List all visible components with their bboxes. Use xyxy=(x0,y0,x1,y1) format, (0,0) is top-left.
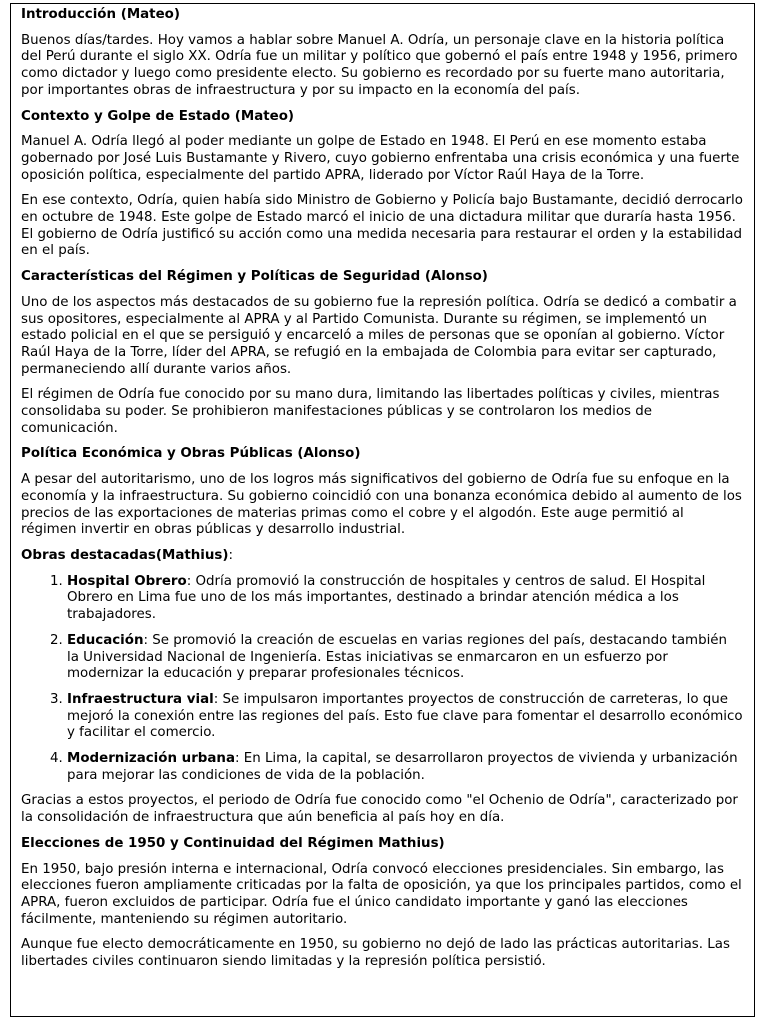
paragraph-contexto-1: Manuel A. Odría llegó al poder mediante un golpe de Estado en 1948. El Perú en ese momento estaba gobernado por José Luis Bustamante y Rivero, cuyo gobierno enfrentaba una crisis económica y una fuerte oposición política, especialmente del partido APRA, liderado por Víctor Raúl Haya de la Torre. xyxy=(21,134,740,183)
heading-regimen: Características del Régimen y Políticas de Seguridad (Alonso) xyxy=(21,269,488,285)
document-page xyxy=(10,3,755,1017)
list-item-title: Modernización urbana xyxy=(67,751,235,767)
list-item-text: : Se impulsaron importantes proyectos de construcción de carreteras, lo que mejoró la conexión entre las regiones del país. Esto fue clave para fomentar el desarrollo económico y facilitar el comercio. xyxy=(67,691,743,741)
paragraph-obras-cierre: Gracias a estos proyectos, el periodo de Odría fue conocido como "el Ochenio de Odría", caracterizado por la consolidación de infraestructura que aún beneficia al país hoy en día. xyxy=(21,793,738,826)
paragraph-regimen-1: Uno de los aspectos más destacados de su gobierno fue la represión política. Odría se dedicó a combatir a sus opositores, especialmente al APRA y al Partido Comunista. Durante su régimen, se implementó un estado policial en el que se persiguió y encarceló a miles de personas que se oponían al gobierno. Víctor Raúl Haya de la Torre, líder del APRA, se refugió en la embajada de Colombia para evitar ser capturado, permaneciendo allí durante varios años. xyxy=(21,294,737,377)
heading-obras xyxy=(21,548,743,565)
heading-obras-colon: : xyxy=(228,547,234,563)
list-item-title: Infraestructura vial xyxy=(67,691,214,707)
paragraph-regimen-2: El régimen de Odría fue conocido por su mano dura, limitando las libertades políticas y civiles, mientras consolidaba su poder. Se prohibieron manifestaciones públicas y se controlaron los medios de comunicación. xyxy=(21,387,720,436)
paragraph-elecciones-1: En 1950, bajo presión interna e internacional, Odría convocó elecciones presidenciales. Sin embargo, las elecciones fueron ampliamente criticadas por la falta de oposición, ya que los principales partidos, como el APRA, fueron excluidos de participar. Odría fue el único candidato importante y ganó las elecciones fácilmente, manteniendo su régimen autoritario. xyxy=(21,861,742,927)
list-item-text: : En Lima, la capital, se desarrollaron proyectos de vivienda y urbanización para mejorar las condiciones de vida de la población. xyxy=(67,751,738,783)
obras-list xyxy=(21,574,743,785)
paragraph-elecciones-2: Aunque fue electo democráticamente en 1950, su gobierno no dejó de lado las prácticas autoritarias. Las libertades civiles continuaron siendo limitadas y la represión política persistió. xyxy=(21,937,730,970)
list-item-title: Educación xyxy=(67,632,144,648)
heading-introduccion: Introducción (Mateo) xyxy=(21,7,180,22)
heading-contexto: Contexto y Golpe de Estado (Mateo) xyxy=(21,108,295,124)
list-item-infraestructura xyxy=(67,692,743,742)
heading-obras-label: Obras destacadas(Mathius) xyxy=(21,547,229,563)
list-item-text: : Odría promovió la construcción de hospitales y centros de salud. El Hospital Obrero en Lima fue uno de los más importantes, destinado a brindar atención médica a los trabajadores. xyxy=(67,573,706,623)
list-item-educacion xyxy=(67,633,743,683)
heading-elecciones: Elecciones de 1950 y Continuidad del Régimen Mathius) xyxy=(21,835,445,851)
paragraph-introduccion: Buenos días/tardes. Hoy vamos a hablar sobre Manuel A. Odría, un personaje clave en la historia política del Perú durante el siglo XX. Odría fue un militar y político que gobernó el país entre 1948 y 1956, primero como dictador y luego como presidente electo. Su gobierno es recordado por su fuerte mano autoritaria, por importantes obras de infraestructura y por su impacto en la economía del país. xyxy=(21,32,738,98)
list-item-modernizacion xyxy=(67,751,743,784)
list-item-title: Hospital Obrero xyxy=(67,573,187,589)
paragraph-contexto-2: En ese contexto, Odría, quien había sido Ministro de Gobierno y Policía bajo Bustamante, decidió derrocarlo en octubre de 1948. Este golpe de Estado marcó el inicio de una dictadura militar que duraría hasta 1956. El gobierno de Odría justificó su acción como una medida necesaria para restaurar el orden y la estabilidad en el país. xyxy=(21,193,743,259)
heading-economia: Política Económica y Obras Públicas (Alonso) xyxy=(21,446,361,462)
list-item-hospital xyxy=(67,574,743,624)
paragraph-economia: A pesar del autoritarismo, uno de los logros más significativos del gobierno de Odría fue su enfoque en la economía y la infraestructura. Su gobierno coincidió con una bonanza económica debido al aumento de los precios de las exportaciones de materias primas como el cobre y el algodón. Este auge permitió al régimen invertir en obras públicas y desarrollo industrial. xyxy=(21,472,742,538)
list-item-text: : Se promovió la creación de escuelas en varias regiones del país, destacando también la Universidad Nacional de Ingeniería. Estas iniciativas se enmarcaron en un esfuerzo por modernizar la educación y preparar profesionales técnicos. xyxy=(67,632,728,682)
